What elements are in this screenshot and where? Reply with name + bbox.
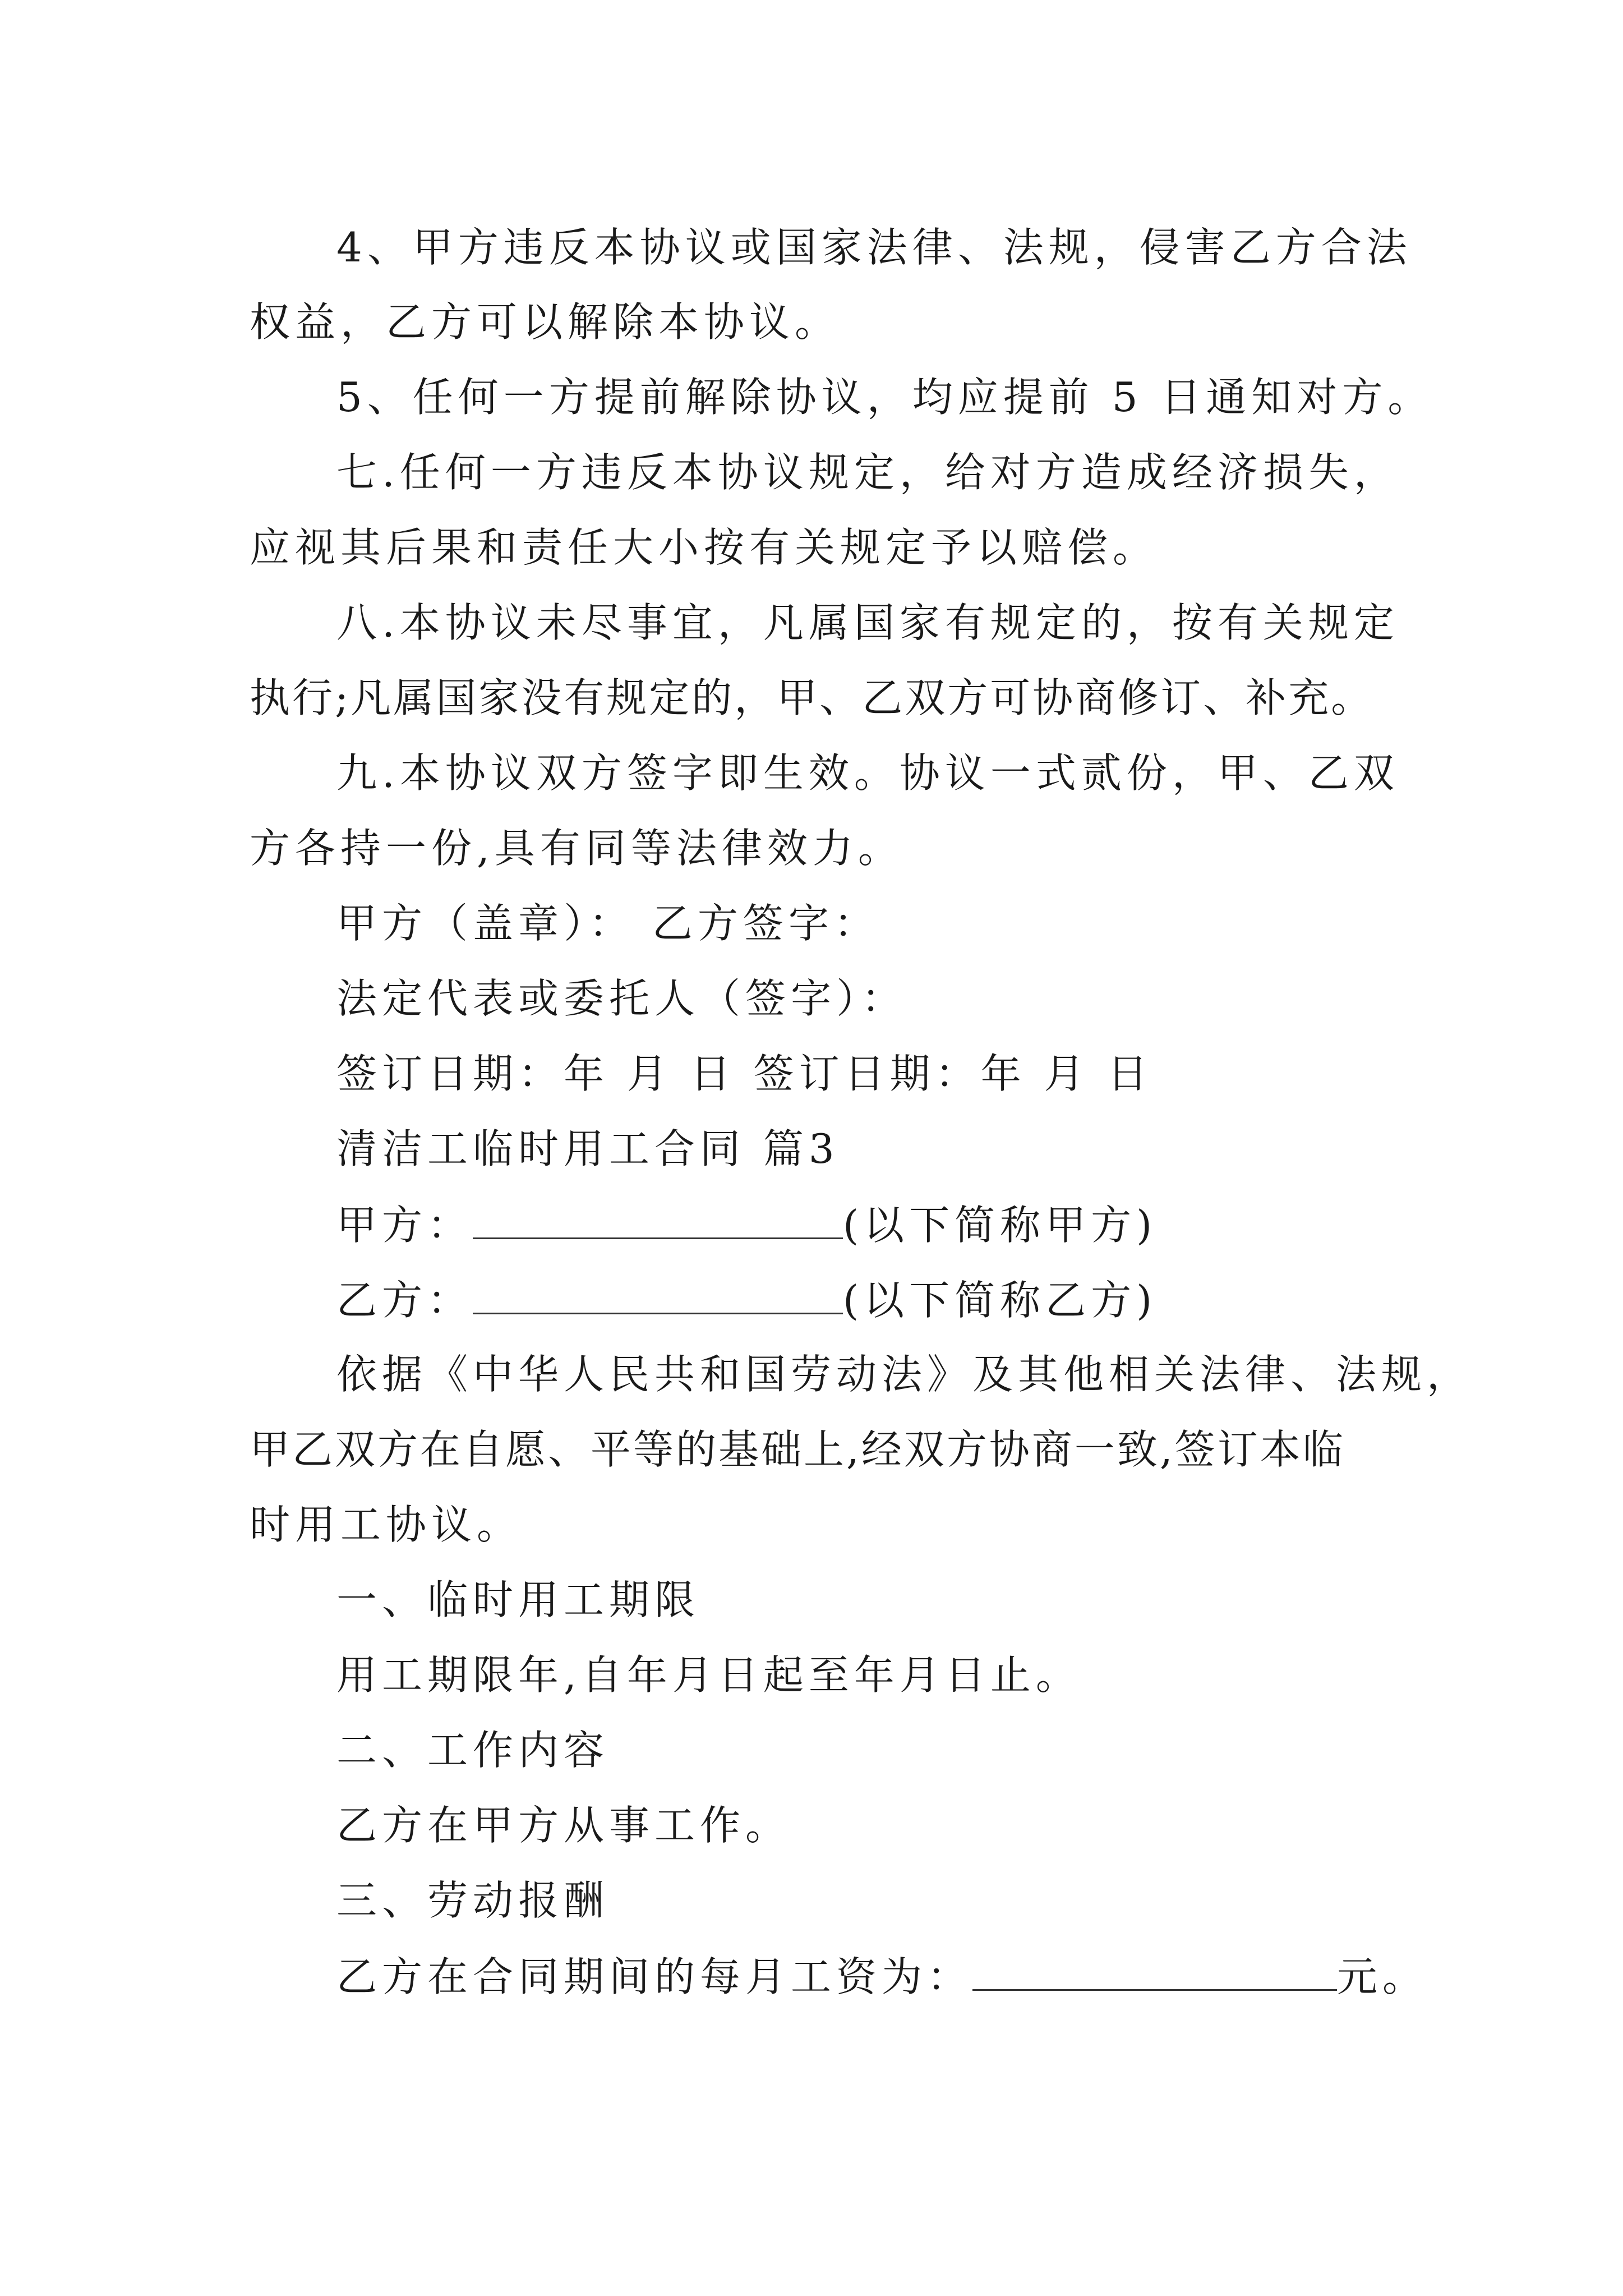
paragraph-line: 乙方在甲方从事工作。: [336, 1802, 791, 1849]
section-title: 清洁工临时用工合同 篇3: [336, 1125, 840, 1172]
paragraph-line: 执行;凡属国家没有规定的，甲、乙双方可协商修订、补充。: [250, 674, 1374, 721]
salary-label: 乙方在合同期间的每月工资为：: [336, 1953, 973, 2000]
section-heading: 三、劳动报酬: [336, 1877, 610, 1924]
party-a-label: 甲方：: [336, 1202, 473, 1249]
party-b-line: [336, 1277, 1158, 1324]
paragraph-line: 九.本协议双方签字即生效。协议一式贰份，甲、乙双: [336, 749, 1399, 797]
section-heading: 一、临时用工期限: [336, 1576, 700, 1623]
salary-suffix: 元。: [1337, 1953, 1428, 2000]
party-b-label: 乙方：: [336, 1277, 473, 1324]
paragraph-line: 依据《中华人民共和国劳动法》及其他相关法律、法规，: [336, 1351, 1473, 1398]
paragraph-line: 甲乙双方在自愿、平等的基础上,经双方协商一致,签订本临: [250, 1426, 1345, 1473]
salary-line: [336, 1953, 1428, 2000]
party-b-blank: [473, 1279, 843, 1314]
signature-line: 法定代表或委托人（签字）：: [336, 975, 907, 1022]
party-b-suffix: (以下简称乙方): [843, 1277, 1158, 1324]
salary-blank: [972, 1955, 1337, 1991]
paragraph-line: 方各持一份,具有同等法律效力。: [250, 825, 903, 872]
paragraph-line: 八.本协议未尽事宜，凡属国家有规定的，按有关规定: [336, 599, 1399, 646]
paragraph-line: 权益，乙方可以解除本协议。: [250, 298, 841, 346]
date-line: 签订日期：年 月 日 签订日期：年 月 日: [336, 1050, 1153, 1097]
paragraph-line: 4、甲方违反本协议或国家法律、法规，侵害乙方合法: [336, 224, 1412, 271]
signature-line: 甲方（盖章）： 乙方签字：: [336, 900, 879, 947]
party-a-line: [336, 1202, 1158, 1249]
paragraph-line: 应视其后果和责任大小按有关规定予以赔偿。: [250, 524, 1159, 571]
party-a-suffix: (以下简称甲方): [843, 1202, 1158, 1249]
paragraph-line: 七.任何一方违反本协议规定，给对方造成经济损失，: [336, 449, 1399, 496]
paragraph-line: 时用工协议。: [250, 1501, 523, 1548]
party-a-blank: [473, 1204, 843, 1239]
paragraph-line: 5、任何一方提前解除协议，均应提前 5 日通知对方。: [336, 374, 1433, 421]
section-heading: 二、工作内容: [336, 1727, 610, 1774]
paragraph-line: 用工期限年,自年月日起至年月日止。: [336, 1651, 1081, 1699]
